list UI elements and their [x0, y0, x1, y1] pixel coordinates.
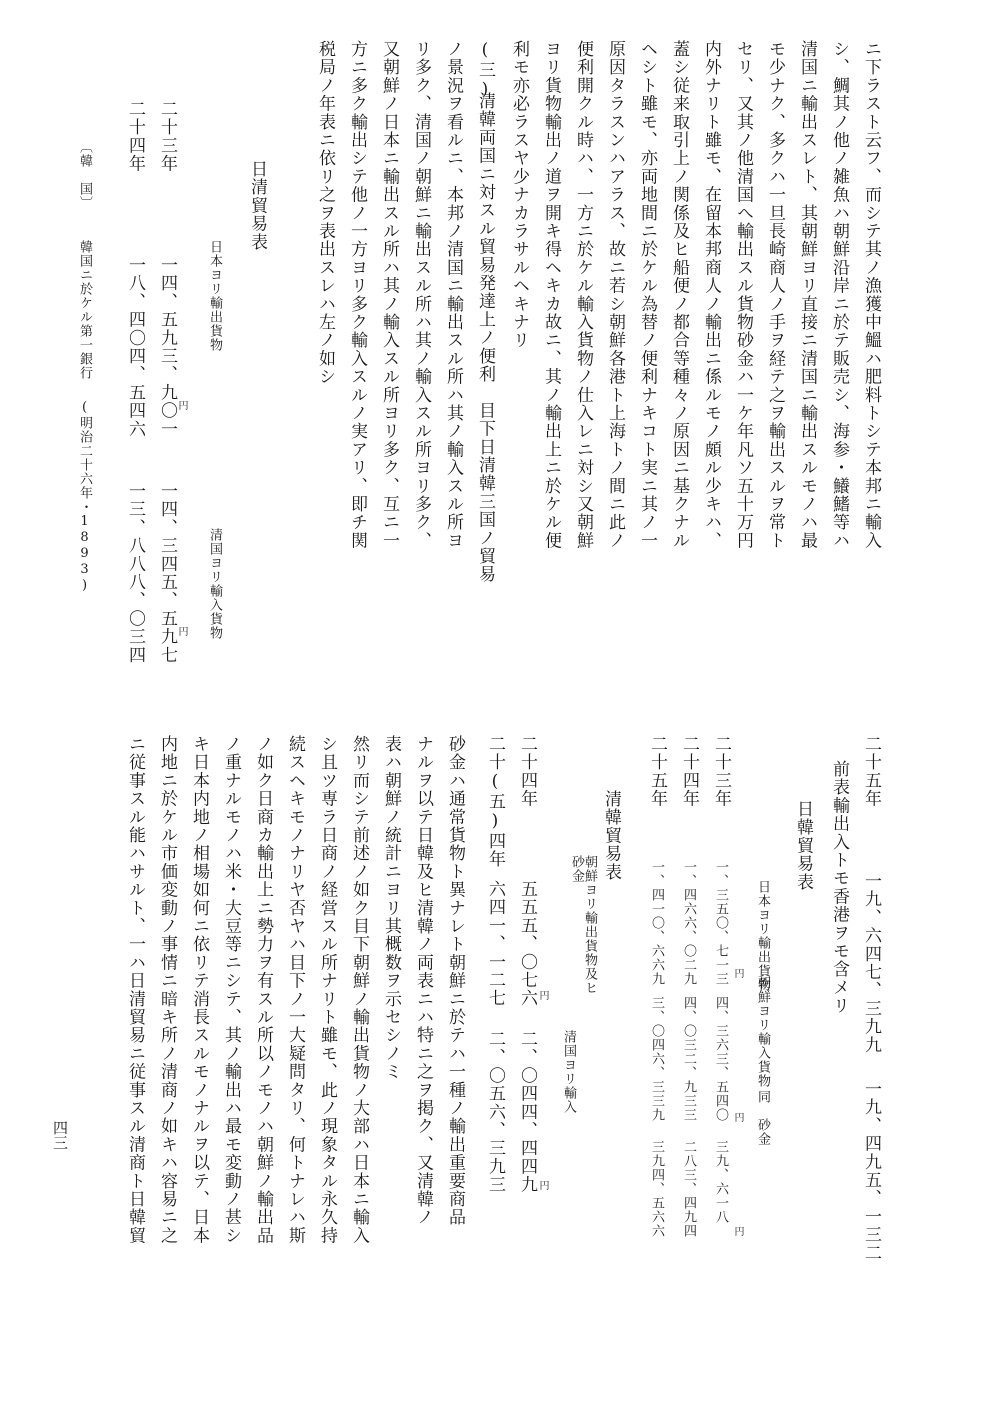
table-cell: 一、四一〇、六六九	[649, 860, 664, 986]
text-column: ニ下ラスト云フ、而シテ其ノ漁獲中鰮ハ肥料トシテ本邦ニ輸入	[861, 40, 881, 550]
unit-label: 円	[732, 1226, 743, 1236]
table-header: 朝鮮ヨリ輸入貨物	[755, 976, 770, 1088]
text-column: 続スヘキモノナリヤ否ヤハ目下ノ一大疑問タリ、何トナレハ斯	[285, 735, 305, 1245]
table-header: 朝鮮ヨリ輸出貨物及ヒ砂金	[569, 855, 597, 995]
table-cell: 二八三、四九四	[681, 1140, 696, 1238]
text-column: セリ、又其ノ他清国へ輸出スル貨物砂金ハ一ケ年凡ソ五十万円	[733, 40, 753, 550]
chapter-date: (明治二十六年・1893)	[77, 400, 92, 594]
text-column: 内外ナリト雖モ、在留本邦商人ノ輸出ニ係ルモノ頗ル少キハ、	[701, 40, 721, 550]
table-title: 日韓貿易表	[793, 800, 813, 891]
table-cell: 三九四、五六六	[649, 1140, 664, 1238]
text-column: 表ハ朝鮮ノ統計ニヨリ其概数ヲ示セシノミ	[381, 735, 401, 1081]
text-column: 利モ亦必ラスヤ少ナカラサルヘキナリ	[509, 40, 529, 350]
table-cell: 一八、四〇四、五四六	[125, 256, 145, 438]
table-header: 清国ヨリ輸入	[561, 1030, 576, 1114]
unit-label: 円	[732, 968, 743, 978]
text-column: ナルヲ以テ日韓及ヒ清韓ノ両表ニハ特ニ之ヲ掲ク、又清韓ノ	[413, 735, 433, 1227]
text-column: 清韓両国ニ対スル貿易発達上ノ便利 目下日清韓三国ノ貿易	[475, 92, 495, 584]
table-note: 前表輸出入トモ香港ヲモ含メリ	[829, 760, 849, 1015]
table-cell: 四、〇三二、九三三	[681, 996, 696, 1122]
chapter-source: 韓国ニ於ケル第一銀行	[77, 240, 92, 380]
table-cell: 一四、三四五、五九七	[157, 482, 177, 664]
chapter-tag: 〔韓 国〕	[77, 140, 92, 210]
text-column: 内地ニ於ケル市価変動ノ事情ニ暗キ所ノ清商ノ如キハ容易ニ之	[157, 735, 177, 1245]
text-column: ヘシト雖モ、亦両地間ニ於ケル為替ノ便利ナキコト実ニ其ノ一	[637, 40, 657, 550]
text-column: ヨリ貨物輸出ノ道ヲ開キ得ヘキカ故ニ、其ノ輸出上ニ於ケル便	[541, 40, 561, 550]
table-cell: 二、〇五六、三九三	[485, 1030, 505, 1194]
text-column: 蓋シ従来取引上ノ関係及ヒ船便ノ都合等種々ノ原因ニ基クナル	[669, 40, 689, 550]
text-column: 方ニ多ク輸出シテ他ノ一方ヨリ多ク輸入スルノ実アリ、即チ関	[347, 40, 367, 550]
table-cell: 三、〇四六、三三九	[649, 996, 664, 1122]
unit-label: 円	[176, 626, 187, 636]
table-cell: 一、三五〇、七一三	[713, 860, 728, 986]
page-number: 四三	[51, 1120, 69, 1150]
table-year: 二十四年	[517, 735, 537, 808]
unit-label: 円	[176, 400, 187, 410]
table-year: 二十三年	[157, 100, 177, 173]
unit-label: 円	[732, 1112, 743, 1122]
text-column: ノ重ナルモノハ米・大豆等ニシテ、其ノ輸出ハ最モ変動ノ甚シ	[221, 735, 241, 1245]
unit-label: 円	[537, 1180, 548, 1190]
unit-label: 円	[537, 990, 548, 1000]
text-column: 又朝鮮ノ日本ニ輸出スル所ハ其ノ輸入スル所ヨリ多ク、互ニ一	[379, 40, 399, 550]
table-year: 二十四年	[679, 735, 699, 808]
table-cell: 六四一、一二七	[485, 880, 505, 1008]
text-column: シ、鯛其ノ他ノ雑魚ハ朝鮮沿岸ニ於テ販売シ、海参・鱶鰭等ハ	[829, 40, 849, 550]
table-header: 清国ヨリ輸入貨物	[207, 528, 222, 640]
table-title: 清韓貿易表	[601, 790, 621, 881]
text-column: ニ従事スル能ハサルト、一ハ日清貿易ニ従事スル清商ト日韓貿	[125, 735, 145, 1245]
table-cell: 二、〇四四、四四九	[517, 1030, 537, 1194]
text-column: シ且ツ専ラ日商ノ経営スル所ナリト雖モ、此ノ現象タル永久持	[317, 735, 337, 1245]
table-cell: 一九、四九五、一三二	[861, 1080, 881, 1262]
table-year: 二十(五)四年	[485, 735, 505, 869]
text-column: 便利開クル時ハ、一方ニ於ケル輸入貨物ノ仕入レニ対シ又朝鮮	[573, 40, 593, 550]
table-header: 同 砂金	[755, 1090, 770, 1146]
text-column: リ多ク、清国ノ朝鮮ニ輸出スル所ハ其ノ輸入スル所ヨリ多ク、	[411, 40, 431, 550]
text-column: 砂金ハ通常貨物ト異ナレト朝鮮ニ於テハ一種ノ輸出重要商品	[445, 735, 465, 1227]
text-column: 税局ノ年表ニ依リ之ヲ表出スレハ左ノ如シ	[315, 40, 335, 386]
table-year: 二十五年	[647, 735, 667, 808]
text-column: ノ景況ヲ看ルニ、本邦ノ清国ニ輸出スル所ハ其ノ輸入スル所ヨ	[443, 40, 463, 550]
table-cell: 一、四六六、〇二九	[681, 860, 696, 986]
text-column: ノ如ク日商カ輸出上ニ勢力ヲ有スル所以ノモノハ朝鮮ノ輸出品	[253, 735, 273, 1245]
table-header: 日本ヨリ輸出貨物	[207, 240, 222, 352]
table-header: 日本ヨリ輸出貨物	[755, 880, 770, 992]
table-title: 日清貿易表	[247, 160, 267, 251]
table-year: 二十四年	[125, 100, 145, 173]
table-year: 二十五年	[861, 735, 881, 808]
table-cell: 三九、六一八	[713, 1140, 728, 1224]
text-column: 然リ而シテ前述ノ如ク目下朝鮮ノ輸出貨物ノ大部ハ日本ニ輸入	[349, 735, 369, 1245]
table-cell: 一九、六四七、三九九	[861, 872, 881, 1054]
table-cell: 四、三六三、五四〇	[713, 996, 728, 1122]
table-cell: 一四、五九三、九〇一	[157, 256, 177, 438]
table-year: 二十三年	[711, 735, 731, 808]
table-cell: 五五五、〇七六	[517, 880, 537, 1008]
text-column: 原因タラスンハアラス、故ニ若シ朝鮮各港ト上海トノ間ニ此ノ	[605, 40, 625, 550]
section-marker: (三)	[475, 40, 495, 101]
text-column: キ日本内地ノ相場如何ニ依リテ消長スルモノナルヲ以テ、日本	[189, 735, 209, 1245]
table-cell: 一三、八八八、〇三四	[125, 482, 145, 664]
text-column: 清国ニ輸出スレト、其朝鮮ヨリ直接ニ清国ニ輸出スルモノハ最	[797, 40, 817, 550]
text-column: モ少ナク、多クハ一旦長崎商人ノ手ヲ経テ之ヲ輸出スルヲ常ト	[765, 40, 785, 550]
